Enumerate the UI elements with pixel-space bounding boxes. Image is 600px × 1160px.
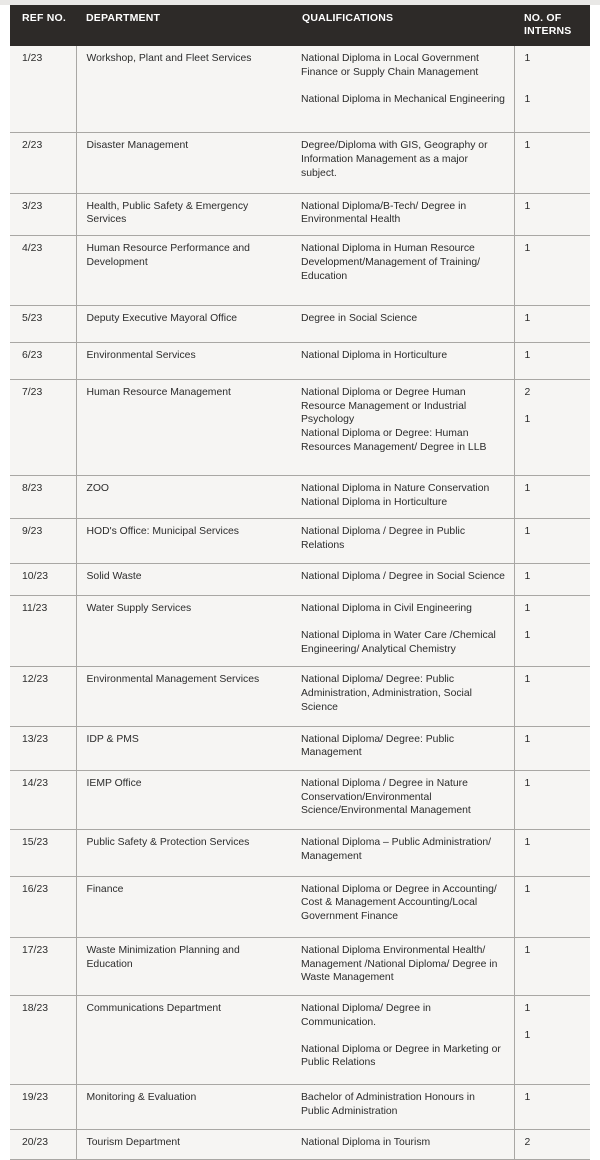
table-row [10,306,590,343]
row-spacer [301,924,506,929]
cell-ref-no: 14/23 [10,771,76,830]
intern-count: 1 [524,733,531,745]
qualification-text: National Diploma – Public Administration/ Management [301,837,492,862]
qualification-text: National Diploma/B-Tech/ Degree in Environmental Health [301,200,467,226]
table-row [10,46,590,133]
cell-qualifications [292,726,514,770]
qualification-text: National Diploma or Degree in Accounting/ Cost & Management Accounting/Local Government Finance [301,883,497,923]
table-row [10,830,590,876]
cell-department: Environmental Management Services [76,667,292,726]
qualification-text: National Diploma/ Degree in Communication. [301,1003,431,1028]
table-row [10,596,590,667]
table-row [10,343,590,380]
row-spacer [301,326,506,334]
cell-department: Deputy Executive Mayoral Office [76,306,292,343]
intern-count: 1 [524,603,531,615]
intern-count: 1 [524,53,531,65]
cell-no-of-interns [514,236,590,306]
cell-qualifications [292,876,514,937]
qualification-text: National Diploma in Local Government Finance or Supply Chain Management [301,53,479,78]
intern-count: 1 [524,483,531,495]
cell-qualifications [292,1129,514,1160]
row-spacer [301,454,506,467]
intern-count: 1 [524,571,531,583]
cell-ref-no: 9/23 [10,518,76,563]
row-spacer [301,1070,506,1076]
table-row [10,518,590,563]
cell-qualifications [292,937,514,995]
cell-no-of-interns [514,518,590,563]
cell-qualifications [292,193,514,235]
cell-no-of-interns [514,133,590,193]
cell-ref-no: 17/23 [10,937,76,995]
table-row [10,937,590,995]
qualification-text: National Diploma in Nature Conservation National Diploma in Horticulture [301,483,490,509]
column-header-department: DEPARTMENT [76,5,292,46]
intern-count: 2 [524,386,531,398]
cell-department: Waste Minimization Planning and Education [76,937,292,995]
row-spacer [301,864,506,868]
cell-department: Workshop, Plant and Fleet Services [76,46,292,133]
cell-no-of-interns [514,937,590,995]
intern-count: 1 [524,1003,531,1015]
qualification-text: National Diploma or Degree in Marketing or Public Relations [301,1043,501,1069]
row-spacer [301,363,506,371]
intern-count: 1 [524,944,531,956]
qualification-text: Degree in Social Science [301,313,418,325]
cell-qualifications [292,596,514,667]
cell-department: Health, Public Safety & Emergency Services [76,193,292,235]
table-row [10,133,590,193]
table-row [10,564,590,596]
table-row [10,876,590,937]
intern-count: 1 [524,674,531,686]
cell-ref-no: 11/23 [10,596,76,667]
cell-ref-no: 5/23 [10,306,76,343]
row-spacer [301,584,506,587]
cell-no-of-interns [514,306,590,343]
cell-ref-no: 16/23 [10,876,76,937]
cell-no-of-interns [514,726,590,770]
table-row [10,476,590,518]
cell-qualifications [292,667,514,726]
internship-table-container [10,5,590,1160]
row-spacer [301,1149,506,1151]
intern-count: 1 [524,200,531,212]
cell-department: ZOO [76,476,292,518]
intern-count: 1 [524,140,531,152]
cell-no-of-interns [514,771,590,830]
internship-vacancies-table [10,5,590,1160]
table-row [10,726,590,770]
cell-ref-no: 3/23 [10,193,76,235]
column-header-qualifications: QUALIFICATIONS [292,5,514,46]
row-spacer [301,985,506,987]
cell-ref-no: 4/23 [10,236,76,306]
intern-count: 1 [524,1029,531,1041]
row-spacer [301,181,506,185]
row-spacer [301,760,506,762]
cell-qualifications [292,133,514,193]
table-body [10,46,590,1159]
cell-qualifications [292,46,514,133]
qualification-text: National Diploma in Horticulture [301,350,448,362]
cell-qualifications [292,771,514,830]
row-spacer [301,715,506,718]
cell-department: Monitoring & Evaluation [76,1085,292,1129]
table-header-row [10,5,590,46]
cell-department: HOD's Office: Municipal Services [76,518,292,563]
cell-ref-no: 13/23 [10,726,76,770]
cell-qualifications [292,1085,514,1129]
cell-qualifications [292,236,514,306]
qualification-text: Bachelor of Administration Honours in Public Administration [301,1092,475,1117]
cell-department: Communications Department [76,996,292,1085]
table-row [10,236,590,306]
qualification-text: National Diploma/ Degree: Public Administration, Administration, Social Science [301,674,472,713]
cell-qualifications [292,564,514,596]
cell-qualifications [292,476,514,518]
qualification-text: National Diploma Environmental Health/ Management /National Diploma/ Degree in Waste Management [301,944,498,984]
cell-qualifications [292,996,514,1085]
table-row [10,996,590,1085]
intern-count: 1 [524,414,531,426]
cell-ref-no: 15/23 [10,830,76,876]
cell-no-of-interns [514,830,590,876]
cell-no-of-interns [514,46,590,133]
intern-count: 1 [524,883,531,895]
table-header [10,5,590,46]
qualification-text: National Diploma in Mechanical Engineering [301,93,505,105]
qualification-text: National Diploma/ Degree: Public Management [301,733,455,759]
row-spacer [301,1119,506,1121]
cell-no-of-interns [514,876,590,937]
cell-no-of-interns [514,379,590,476]
intern-count: 1 [524,778,531,790]
cell-department: Solid Waste [76,564,292,596]
row-spacer [301,818,506,821]
cell-department: Human Resource Management [76,379,292,476]
cell-qualifications [292,306,514,343]
column-header-no-of-interns-line2: INTERNS [524,25,572,38]
row-spacer [301,106,506,124]
cell-ref-no: 10/23 [10,564,76,596]
cell-ref-no: 1/23 [10,46,76,133]
cell-ref-no: 2/23 [10,133,76,193]
cell-no-of-interns [514,1085,590,1129]
cell-ref-no: 12/23 [10,667,76,726]
cell-department: Tourism Department [76,1129,292,1160]
cell-department: Public Safety & Protection Services [76,830,292,876]
cell-ref-no: 8/23 [10,476,76,518]
cell-department: IDP & PMS [76,726,292,770]
table-row [10,193,590,235]
intern-count: 1 [524,837,531,849]
row-spacer [301,283,506,297]
column-header-ref-no: REF NO. [10,5,76,46]
cell-department: IEMP Office [76,771,292,830]
intern-count: 1 [524,525,531,537]
intern-count: 1 [524,93,531,105]
cell-department: Human Resource Performance and Development [76,236,292,306]
cell-no-of-interns [514,193,590,235]
cell-ref-no: 7/23 [10,379,76,476]
table-row [10,379,590,476]
cell-qualifications [292,343,514,380]
qualification-text: National Diploma / Degree in Public Relations [301,525,466,551]
cell-qualifications [292,830,514,876]
intern-count: 1 [524,243,531,255]
table-row [10,771,590,830]
cell-department: Environmental Services [76,343,292,380]
cell-no-of-interns [514,564,590,596]
intern-count: 1 [524,350,531,362]
qualification-text: National Diploma in Human Resource Development/Management of Training/ Education [301,243,481,282]
cell-ref-no: 18/23 [10,996,76,1085]
cell-ref-no: 20/23 [10,1129,76,1160]
cell-no-of-interns [514,343,590,380]
cell-department: Finance [76,876,292,937]
qualification-text: Degree/Diploma with GIS, Geography or Information Management as a major subject. [301,140,488,179]
cell-ref-no: 19/23 [10,1085,76,1129]
cell-qualifications [292,518,514,563]
qualification-text: National Diploma / Degree in Nature Conservation/Environmental Science/Environmental Management [301,778,471,817]
qualification-text: National Diploma / Degree in Social Science [301,571,505,583]
column-header-no-of-interns [514,5,590,46]
cell-no-of-interns [514,1129,590,1160]
cell-no-of-interns [514,596,590,667]
qualification-text: National Diploma or Degree Human Resource Management or Industrial Psychology [301,386,467,426]
qualification-text: National Diploma in Civil Engineering [301,603,472,615]
table-row [10,1085,590,1129]
cell-department: Water Supply Services [76,596,292,667]
cell-qualifications [292,379,514,476]
qualification-text: National Diploma or Degree: Human Resources Management/ Degree in LLB [301,428,487,453]
cell-department: Disaster Management [76,133,292,193]
qualification-text: National Diploma in Tourism [301,1136,431,1148]
intern-count: 2 [524,1136,531,1148]
cell-no-of-interns [514,476,590,518]
row-spacer [301,552,506,555]
table-row [10,1129,590,1160]
cell-no-of-interns [514,667,590,726]
row-spacer [301,656,506,658]
cell-ref-no: 6/23 [10,343,76,380]
intern-count: 1 [524,629,531,641]
column-header-no-of-interns-line1: NO. OF [524,12,562,24]
qualification-text: National Diploma in Water Care /Chemical Engineering/ Analytical Chemistry [301,629,496,655]
cell-no-of-interns [514,996,590,1085]
intern-count: 1 [524,1092,531,1104]
intern-count: 1 [524,313,531,325]
table-row [10,667,590,726]
